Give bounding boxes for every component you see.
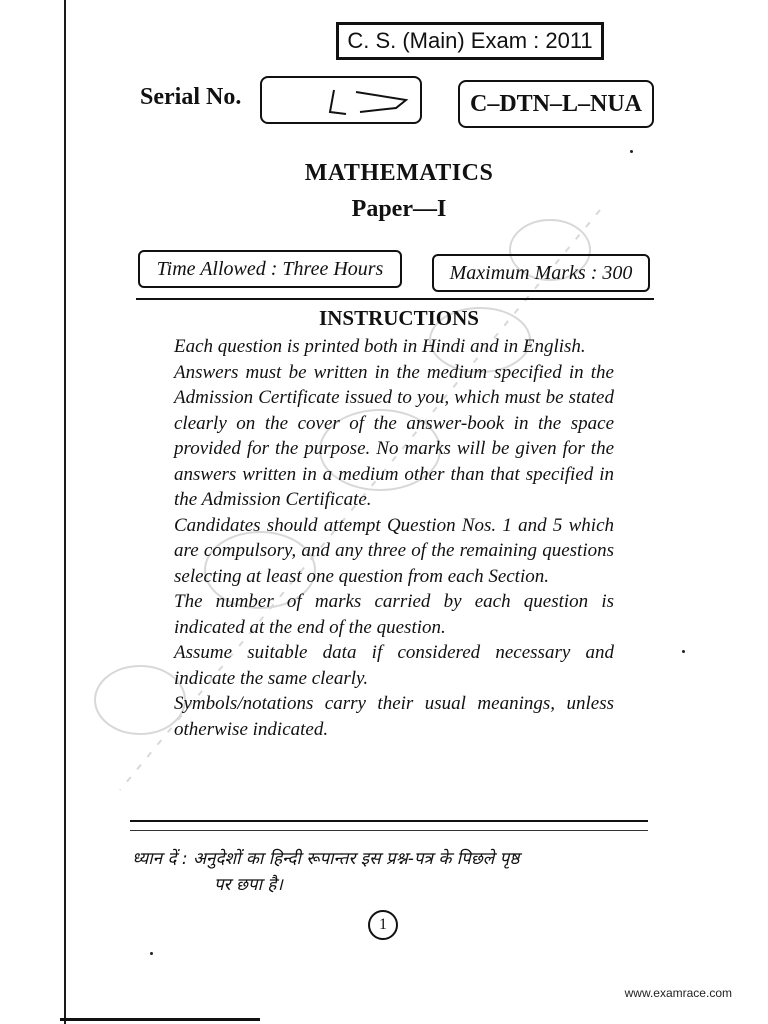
scan-speck — [682, 650, 685, 653]
page-binding-edge — [64, 0, 66, 1024]
divider-rule-thick — [130, 820, 648, 822]
hindi-note — [132, 846, 652, 898]
maximum-marks-box: Maximum Marks : 300 — [432, 254, 650, 292]
footer-url: www.examrace.com — [624, 986, 732, 1000]
instruction-item: Each question is printed both in Hindi and in English. — [174, 336, 586, 357]
instruction-item: Symbols/notations carry their usual meanings, unless otherwise indicated. — [174, 693, 614, 740]
instructions-list — [174, 334, 614, 742]
instruction-item: Answers must be written in the medium specified in the Admission Certificate issued to you, which must be stated clearly on the cover of the answer-book in the space provided for the purpose. No marks will be given for the answers written in a medium other than that specified in the Admission Certificate. — [174, 361, 614, 510]
page-number: 1 — [368, 910, 398, 940]
hindi-note-line-2: पर छपा है। — [214, 875, 283, 895]
instruction-item: Candidates should attempt Question Nos. 1 and 5 which are compulsory, and any three of the remaining questions selecting at least one question from each Section. — [174, 514, 614, 587]
scan-speck — [630, 150, 633, 153]
time-allowed-box: Time Allowed : Three Hours — [138, 250, 402, 288]
scan-speck — [150, 952, 153, 955]
instruction-item: The number of marks carried by each question is indicated at the end of the question. — [174, 591, 614, 638]
serial-number-label: Serial No. — [140, 84, 242, 110]
subject-title: MATHEMATICS — [304, 160, 494, 186]
divider-rule — [136, 298, 654, 300]
paper-title: Paper—I — [351, 196, 447, 222]
instruction-item: Assume suitable data if considered necessary and indicate the same clearly. — [174, 642, 614, 689]
serial-handwritten-mark — [326, 84, 418, 118]
bottom-rule — [60, 1018, 260, 1021]
instructions-heading: INSTRUCTIONS — [319, 306, 479, 330]
booklet-code-box: C–DTN–L–NUA — [458, 80, 654, 128]
divider-rule-thin — [130, 830, 648, 831]
exam-title-box: C. S. (Main) Exam : 2011 — [336, 22, 604, 60]
hindi-note-line-1: ध्यान दें : अनुदेशों का हिन्दी रूपान्तर इस प्रश्न-पत्र के पिछले पृष्ठ — [132, 849, 520, 869]
